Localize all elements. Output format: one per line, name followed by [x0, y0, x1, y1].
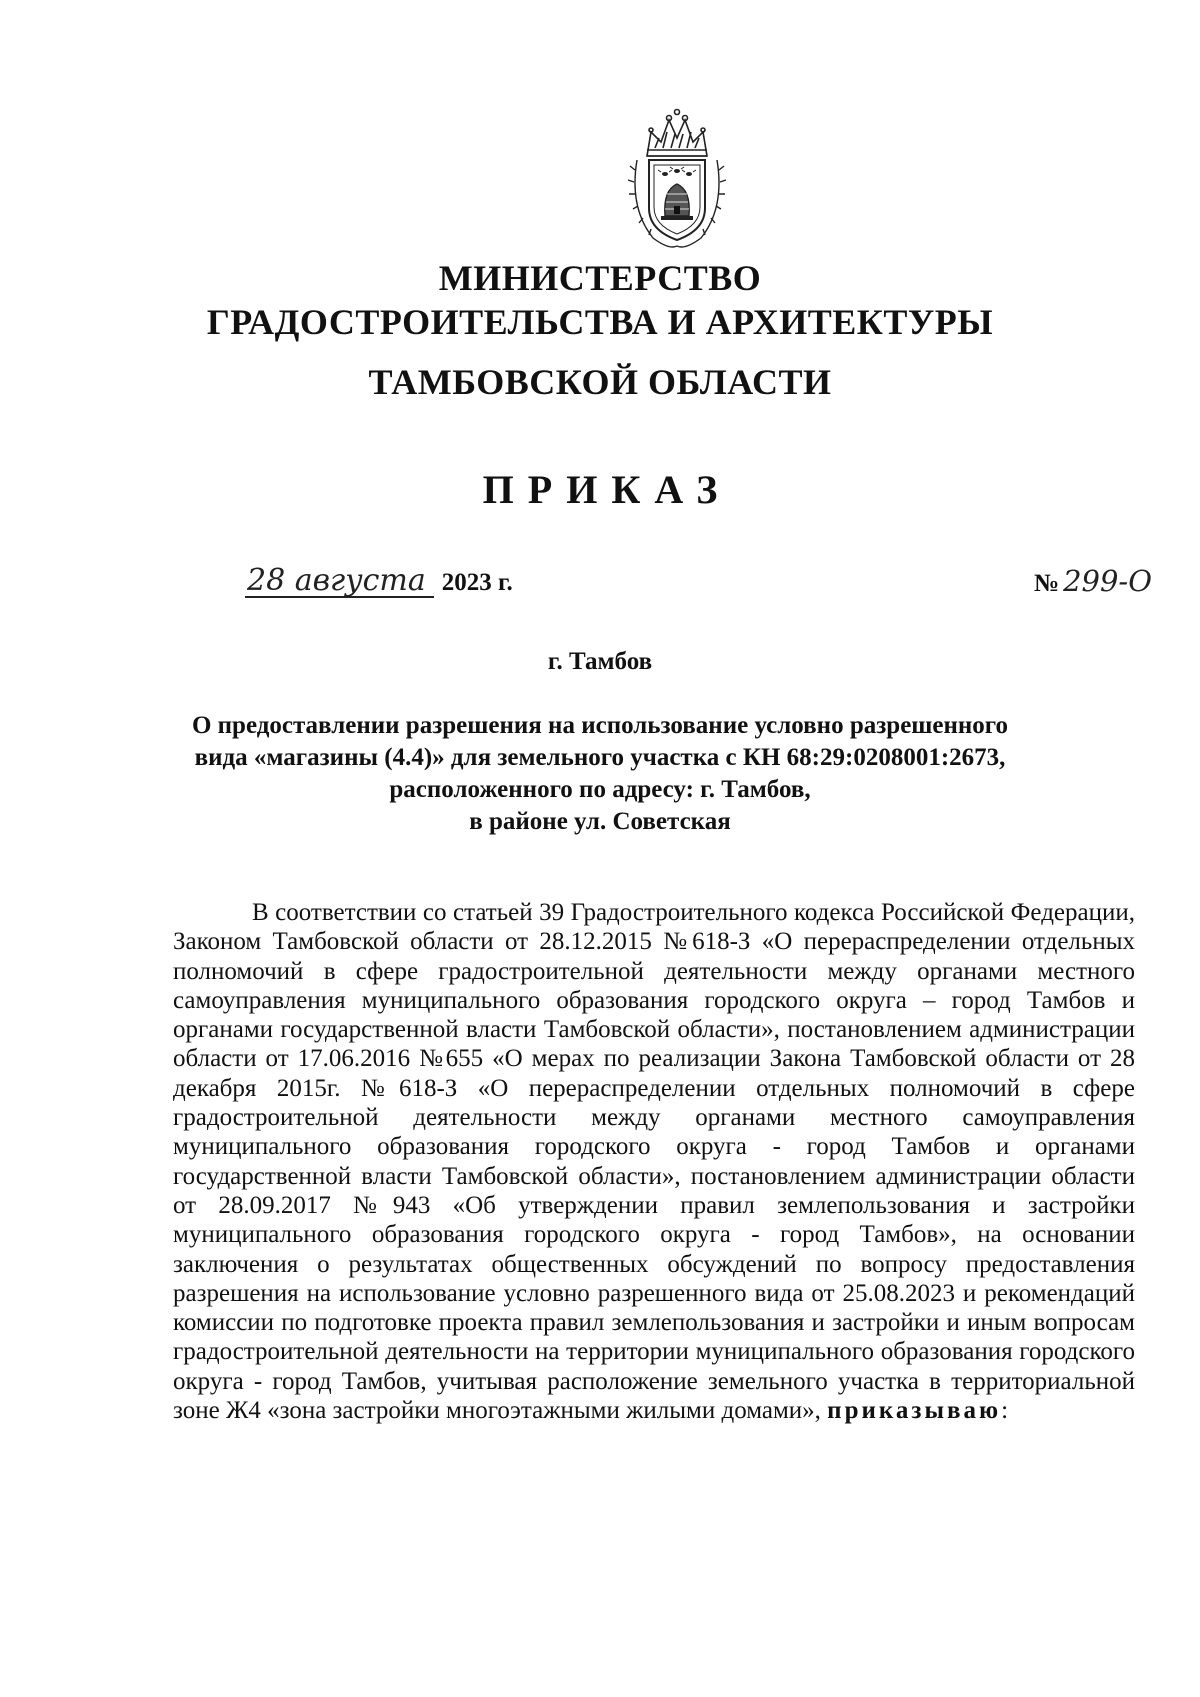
body-text: В соответствии со статьей 39 Градостроительного кодекса Российской Федерации, Законом Тамбовской области от 28.12.2015 №618-З «О перераспределении отдельных полномочий в сфере градостроительной деятельности между органами местного самоуправления муниципального образования городского округа – город Тамбов и органами государственной власти Тамбовской области», постановлением администрации области от 17.06.2016 №655 «О мерах по реализации Закона Тамбовской области от 28 декабря 2015г. №618-З «О перераспределении отдельных полномочий в сфере градостроительной деятельности между органами местного самоуправления муниципального образования городского округа - город Тамбов и органами государственной власти Тамбовской области», постановлением администрации области от 28.09.2017 №943 «Об утверждении правил землепользования и застройки муниципального образования городского округа - город Тамбов», на основании заключения о результатах общественных обсуждений по вопросу предоставления разрешения на использование условно разрешенного вида от 25.08.2023 и рекомендаций комиссии по подготовке проекта правил землепользования и застройки и иным вопросам градостроительной деятельности на территории муниципального образования городского округа - город Тамбов, учитывая расположение земельного участка в территориальной зоне Ж4 «зона застройки многоэтажными жилыми домами»,	[173, 899, 1135, 1425]
subject-line1: О предоставлении разрешения на использование условно разрешенного	[191, 712, 1009, 739]
city-line: г. Тамбов	[547, 648, 653, 675]
ministry-title-line1: МИНИСТЕРСТВО	[438, 258, 762, 298]
subject-line3: расположенного по адресу: г. Тамбов,	[389, 776, 811, 803]
document-subject	[0, 710, 1200, 838]
document-type-title: ПРИКАЗ	[482, 467, 732, 512]
handwritten-date: 28 августа	[245, 566, 434, 598]
document-number	[1034, 566, 1152, 598]
body-paragraph	[173, 898, 1135, 1425]
document-date	[245, 563, 513, 598]
subject-line2: вида «магазины (4.4)» для земельного участка с КН 68:29:0208001:2673,	[194, 744, 1006, 771]
handwritten-number: 299-О	[1063, 564, 1152, 598]
number-prefix: №	[1033, 570, 1060, 597]
subject-line4: в районе ул. Советская	[469, 808, 731, 835]
ministry-title-line2: ГРАДОСТРОИТЕЛЬСТВА И АРХИТЕКТУРЫ	[206, 302, 994, 342]
tambov-coat-of-arms-icon	[625, 108, 729, 254]
order-word: приказываю	[827, 1397, 1002, 1425]
ministry-title-line3: ТАМБОВСКОЙ ОБЛАСТИ	[368, 362, 832, 402]
order-colon: :	[1001, 1397, 1009, 1425]
date-year: 2023 г.	[441, 569, 513, 596]
